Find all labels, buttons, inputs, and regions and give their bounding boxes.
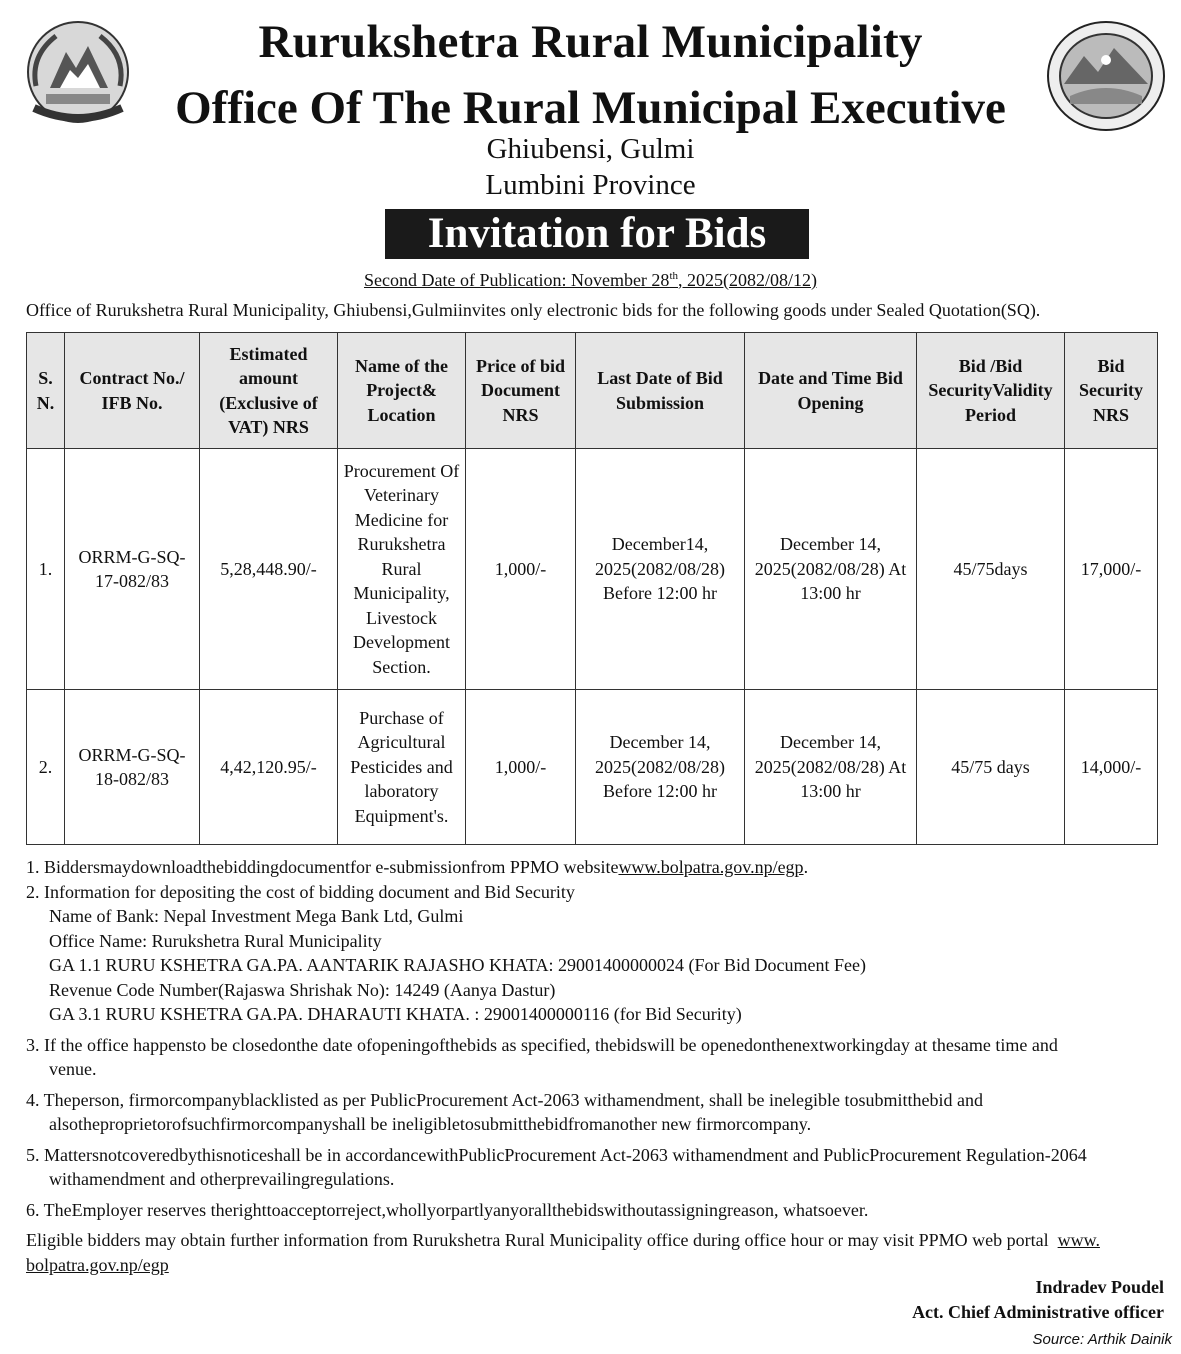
- cell-project: Purchase of Agricultural Pesticides and laboratory Equipment's.: [338, 690, 466, 845]
- revenue-code: Revenue Code Number(Rajaswa Shrishak No): 14249 (Aanya Dastur): [49, 979, 556, 1000]
- note-4-cont: alsotheproprietorofsuchfirmorcompanyshall be ineligibletosubmitthebidfromanother new firmorcompany.: [49, 1114, 812, 1134]
- note-3: 3. If the office happensto be closedonthe date ofopeningofthebids as specified, thebidswill be openedonthenextworkingday at thesame time and: [26, 1034, 1058, 1055]
- header-last-date: Last Date of Bid Submission: [576, 333, 745, 449]
- table-row: [27, 449, 1158, 690]
- intro-paragraph: Office of Rurukshetra Rural Municipality, Ghiubensi,Gulmiinvites only electronic bids for the following goods under Sealed Quotation(SQ).: [26, 300, 1041, 320]
- eligible-bidders-note-cont: [26, 1253, 1166, 1278]
- publication-date: Second Date of Publication: November 28th, 2025(2082/08/12): [364, 270, 817, 290]
- signatory-title: Act. Chief Administrative officer: [912, 1301, 1164, 1322]
- bids-table: [26, 332, 1158, 845]
- account-ga31: GA 3.1 RURU KSHETRA GA.PA. DHARAUTI KHATA. : 29001400000116 (for Bid Security): [49, 1004, 742, 1024]
- cell-security: 14,000/-: [1065, 690, 1158, 845]
- cell-sn: 1.: [27, 449, 65, 690]
- note-5-cont: withamendment and otherprevailingregulations.: [49, 1169, 395, 1189]
- municipality-name: Rurukshetra Rural Municipality: [258, 16, 923, 68]
- header-security: Bid Security NRS: [1065, 333, 1158, 449]
- header-validity: Bid /Bid SecurityValidity Period: [917, 333, 1065, 449]
- cell-opening: December 14, 2025(2082/08/28) At 13:00 hr: [745, 449, 917, 690]
- cell-project: Procurement Of Veterinary Medicine for Rurukshetra Rural Municipality, Livestock Development Section.: [338, 449, 466, 690]
- table-row: [27, 690, 1158, 845]
- header-sn: S. N.: [27, 333, 65, 449]
- ppmo-portal-link-b[interactable]: bolpatra.gov.np/egp: [26, 1254, 169, 1275]
- cell-validity: 45/75 days: [917, 690, 1065, 845]
- cell-amount: 4,42,120.95/-: [200, 690, 338, 845]
- address-line: Ghiubensi, Gulmi: [486, 133, 695, 165]
- eligible-bidders-note: Eligible bidders may obtain further information from Rurukshetra Rural Municipality office during office hour or may visit PPMO web portal www.: [26, 1230, 1100, 1250]
- office-name-line: Office Name: Rurukshetra Rural Municipality: [49, 930, 382, 951]
- cell-validity: 45/75days: [917, 449, 1065, 690]
- note-4: 4. Theperson, firmorcompanyblacklisted as per PublicProcurement Act-2063 withamendment, shall be inelegible tosubmitthebid and: [26, 1089, 983, 1110]
- cell-amount: 5,28,448.90/-: [200, 449, 338, 690]
- source-credit: Source: Arthik Dainik: [1032, 1331, 1172, 1348]
- cell-sn: 2.: [27, 690, 65, 845]
- header-opening: Date and Time Bid Opening: [745, 333, 917, 449]
- cell-price: 1,000/-: [466, 690, 576, 845]
- note-3-cont: venue.: [49, 1059, 97, 1079]
- office-name: Office Of The Rural Municipal Executive: [175, 82, 1006, 134]
- ppmo-portal-link-a[interactable]: www.: [1057, 1230, 1100, 1250]
- account-ga11: GA 1.1 RURU KSHETRA GA.PA. AANTARIK RAJASHO KHATA: 29001400000024 (For Bid Document Fee): [49, 955, 866, 975]
- cell-last-date: December 14, 2025(2082/08/28) Before 12:00 hr: [576, 690, 745, 845]
- header-project: Name of the Project& Location: [338, 333, 466, 449]
- notes-section: [26, 855, 1166, 1277]
- header-amount: Estimated amount (Exclusive of VAT) NRS: [200, 333, 338, 449]
- bank-name: Name of Bank: Nepal Investment Mega Bank Ltd, Gulmi: [49, 906, 464, 926]
- note-6: 6. TheEmployer reserves therighttoacceptorreject,whollyorpartlyanyorallthebidswithoutassigningreason, whatsoever.: [26, 1199, 869, 1220]
- note-5: 5. Mattersnotcoveredbythisnoticeshall be in accordancewithPublicProcurement Act-2063 withamendment and PublicProcurement Regulation-2064: [26, 1144, 1087, 1165]
- signatory-name: Indradev Poudel: [1035, 1277, 1164, 1297]
- cell-price: 1,000/-: [466, 449, 576, 690]
- province-line: Lumbini Province: [485, 169, 696, 201]
- cell-security: 17,000/-: [1065, 449, 1158, 690]
- cell-contract: ORRM-G-SQ-18-082/83: [65, 690, 200, 845]
- table-header-row: [27, 333, 1158, 449]
- cell-contract: ORRM-G-SQ-17-082/83: [65, 449, 200, 690]
- signature-block: [912, 1275, 1164, 1324]
- note-1: 1. Biddersmaydownloadthebiddingdocumentfor e-submissionfrom PPMO websitewww.bolpatra.gov.np/egp.: [26, 857, 809, 877]
- header-price: Price of bid Document NRS: [466, 333, 576, 449]
- ppmo-link[interactable]: www.bolpatra.gov.np/egp: [618, 857, 804, 877]
- invitation-banner: Invitation for Bids: [385, 209, 809, 259]
- header-contract: Contract No./ IFB No.: [65, 333, 200, 449]
- note-2: 2. Information for depositing the cost of bidding document and Bid Security: [26, 881, 575, 902]
- cell-opening: December 14, 2025(2082/08/28) At 13:00 hr: [745, 690, 917, 845]
- cell-last-date: December14, 2025(2082/08/28) Before 12:00 hr: [576, 449, 745, 690]
